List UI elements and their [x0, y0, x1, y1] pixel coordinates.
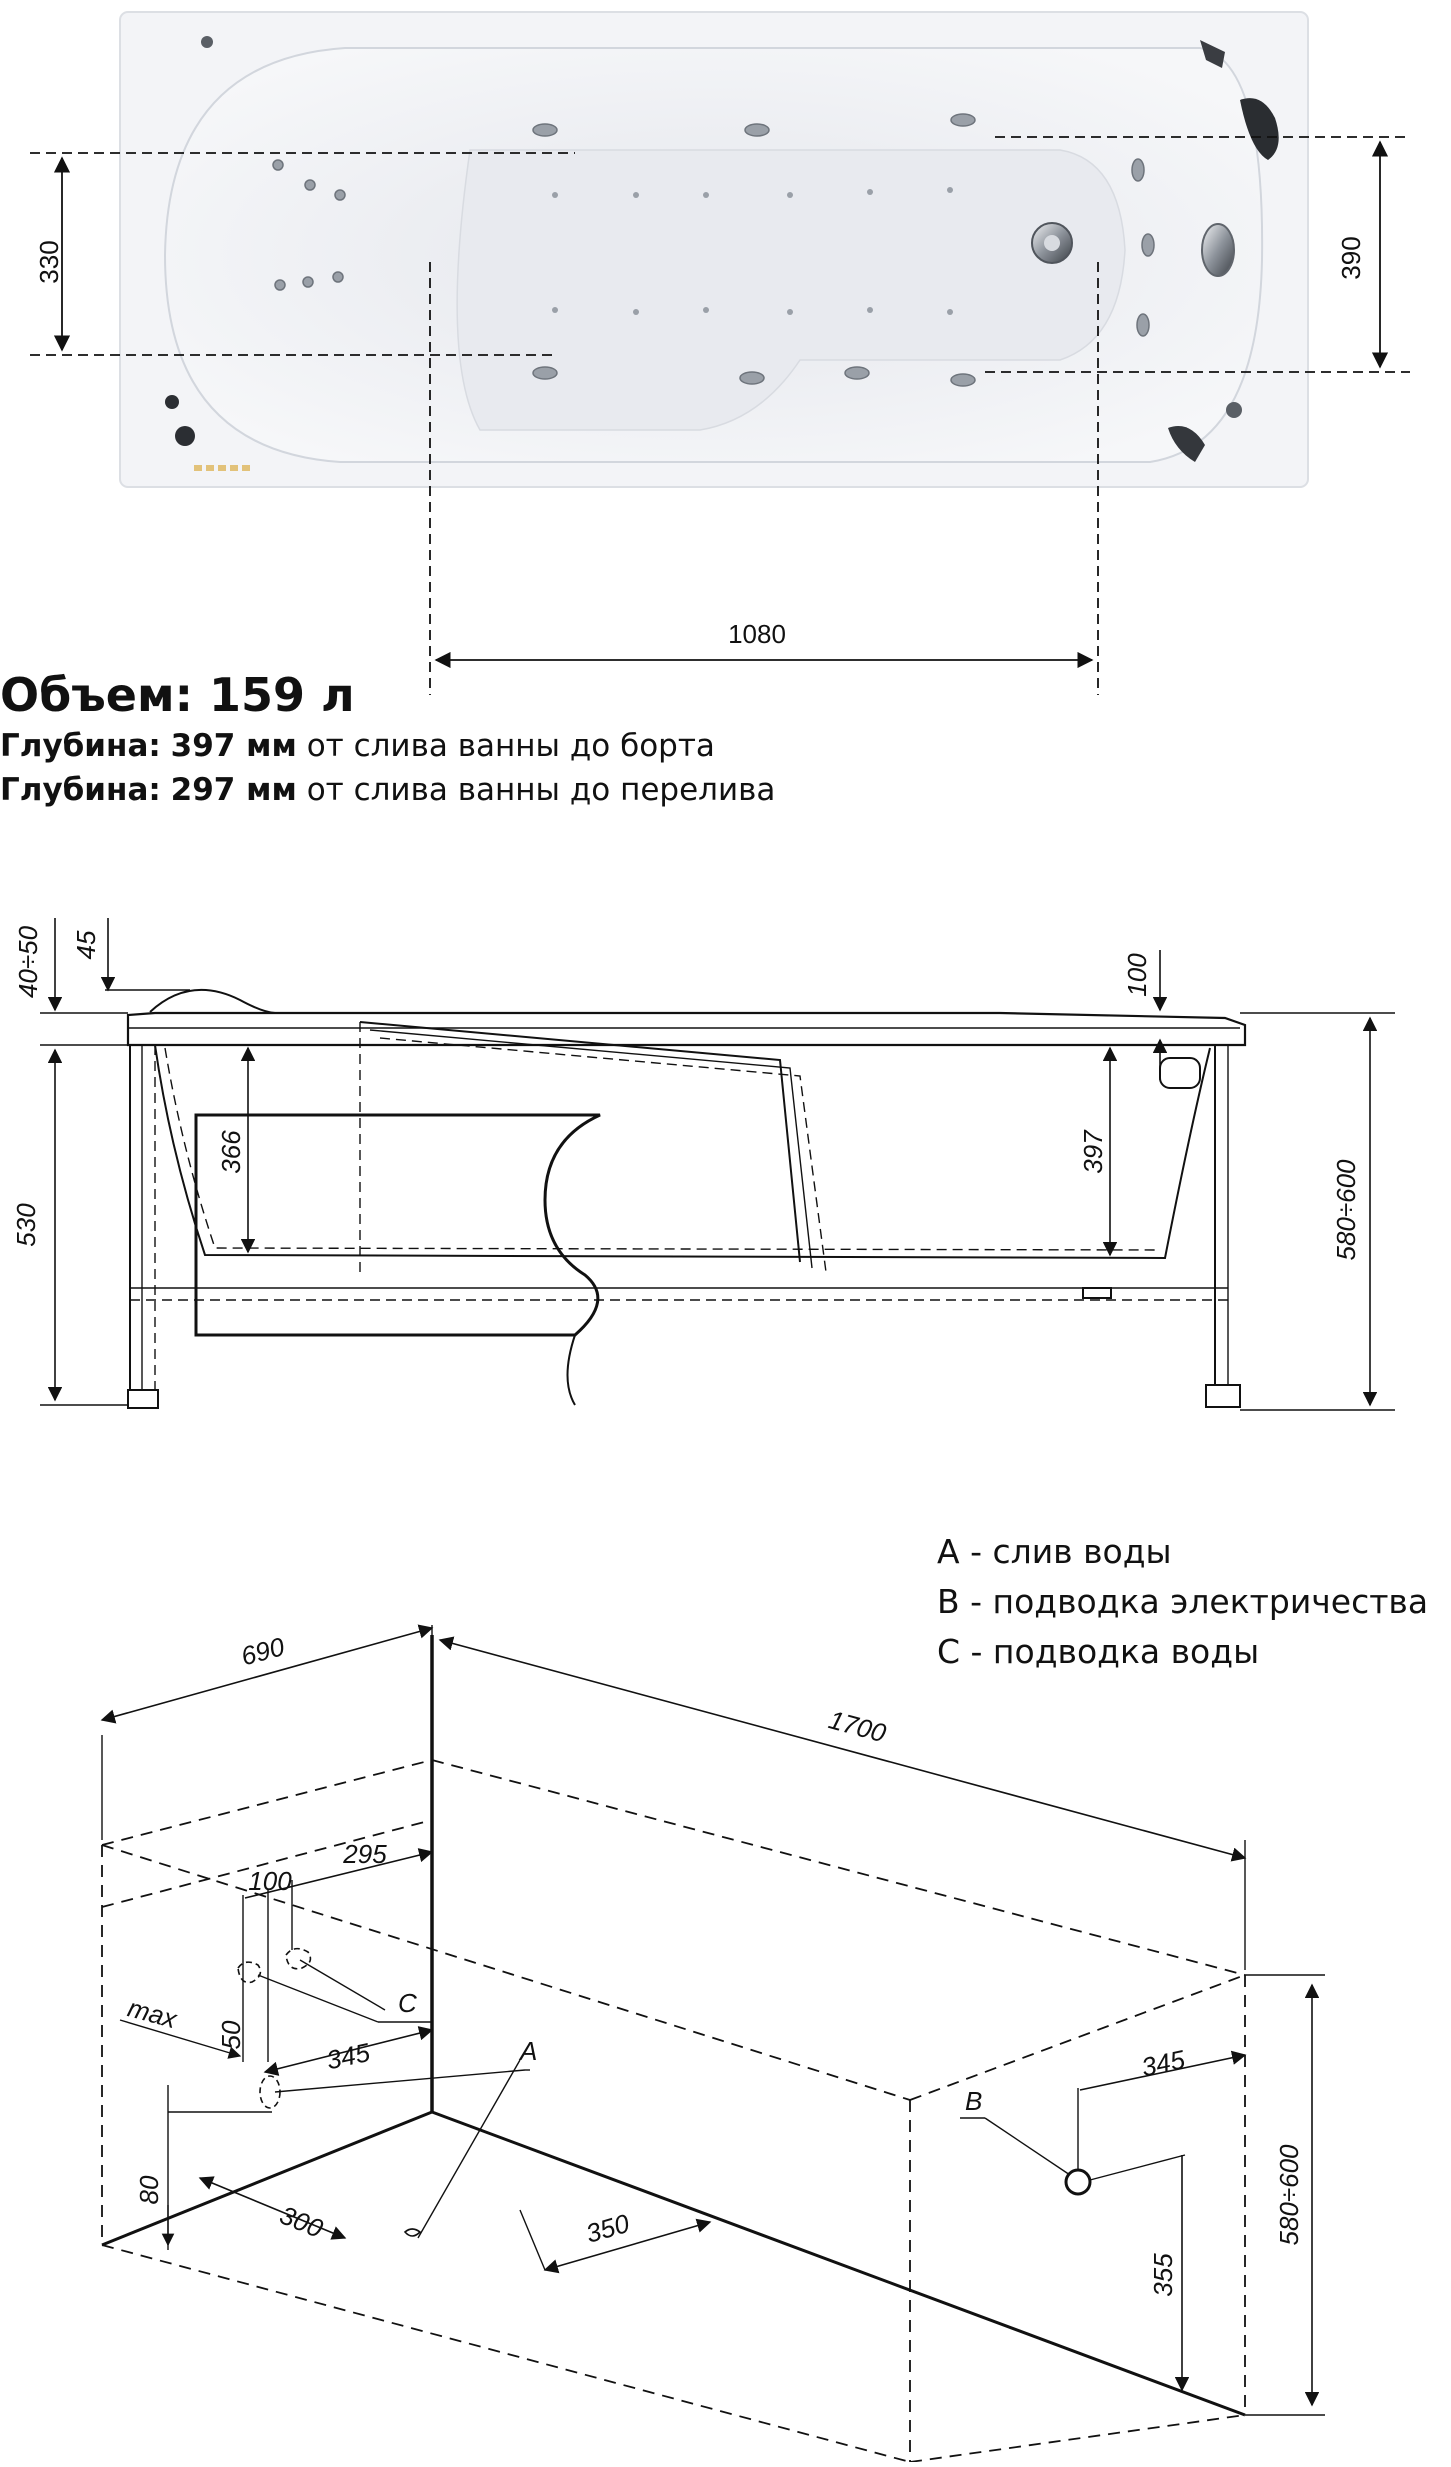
- dim-1700: 1700: [825, 1704, 890, 1749]
- dim-390: 390: [1336, 236, 1366, 280]
- dim-100-side: 100: [1122, 953, 1152, 997]
- dim-530: 530: [11, 1203, 41, 1247]
- dim-45: 45: [71, 930, 101, 960]
- dim-max: max: [124, 1992, 180, 2035]
- depth-rim-label: Глубина:: [0, 728, 161, 764]
- dim-397: 397: [1078, 1130, 1108, 1174]
- dim-690: 690: [237, 1631, 288, 1672]
- dim-580-600-iso: 580÷600: [1274, 2144, 1304, 2246]
- label-b: B: [965, 2086, 983, 2116]
- depth-rim-line: [0, 728, 715, 764]
- legend-power: B - подводка электричества: [937, 1582, 1429, 1621]
- volume-label: Объем:: [0, 668, 193, 722]
- installation-box: [102, 1625, 1325, 2462]
- depth-rim-text: от слива ванны до борта: [306, 728, 715, 764]
- depth-overflow-value: 297 мм: [170, 772, 297, 808]
- dim-100-iso: 100: [248, 1866, 292, 1896]
- dim-80: 80: [134, 2175, 164, 2205]
- dim-40-50: 40÷50: [13, 925, 43, 999]
- dim-580-600-side: 580÷600: [1331, 1159, 1361, 1261]
- legend-water: С - подводка воды: [937, 1632, 1260, 1671]
- dim-300: 300: [275, 2199, 328, 2244]
- dim-1080: 1080: [728, 619, 786, 649]
- dim-350: 350: [582, 2207, 633, 2249]
- dim-50: 50: [216, 2020, 246, 2050]
- depth-overflow-line: [0, 772, 775, 808]
- volume-value: 159 л: [209, 668, 355, 722]
- dim-345-left: 345: [323, 2037, 373, 2076]
- dim-355: 355: [1148, 2253, 1178, 2297]
- depth-rim-value: 397 мм: [170, 728, 297, 764]
- tub-side-view: [128, 990, 1245, 1408]
- dim-330: 330: [34, 240, 64, 284]
- depth-overflow-label: Глубина:: [0, 772, 161, 808]
- control-knob-icon: [175, 426, 195, 446]
- legend-drain: А - слив воды: [937, 1532, 1172, 1571]
- volume-line: [0, 668, 355, 722]
- dim-366: 366: [216, 1130, 246, 1174]
- tub-top-view: [120, 12, 1308, 487]
- label-c: C: [398, 1988, 417, 2018]
- depth-overflow-text: от слива ванны до перелива: [306, 772, 776, 808]
- dim-295: 295: [343, 1839, 387, 1869]
- overflow-icon: [1202, 224, 1234, 276]
- label-a: A: [520, 2036, 538, 2066]
- dim-345-right: 345: [1138, 2044, 1188, 2083]
